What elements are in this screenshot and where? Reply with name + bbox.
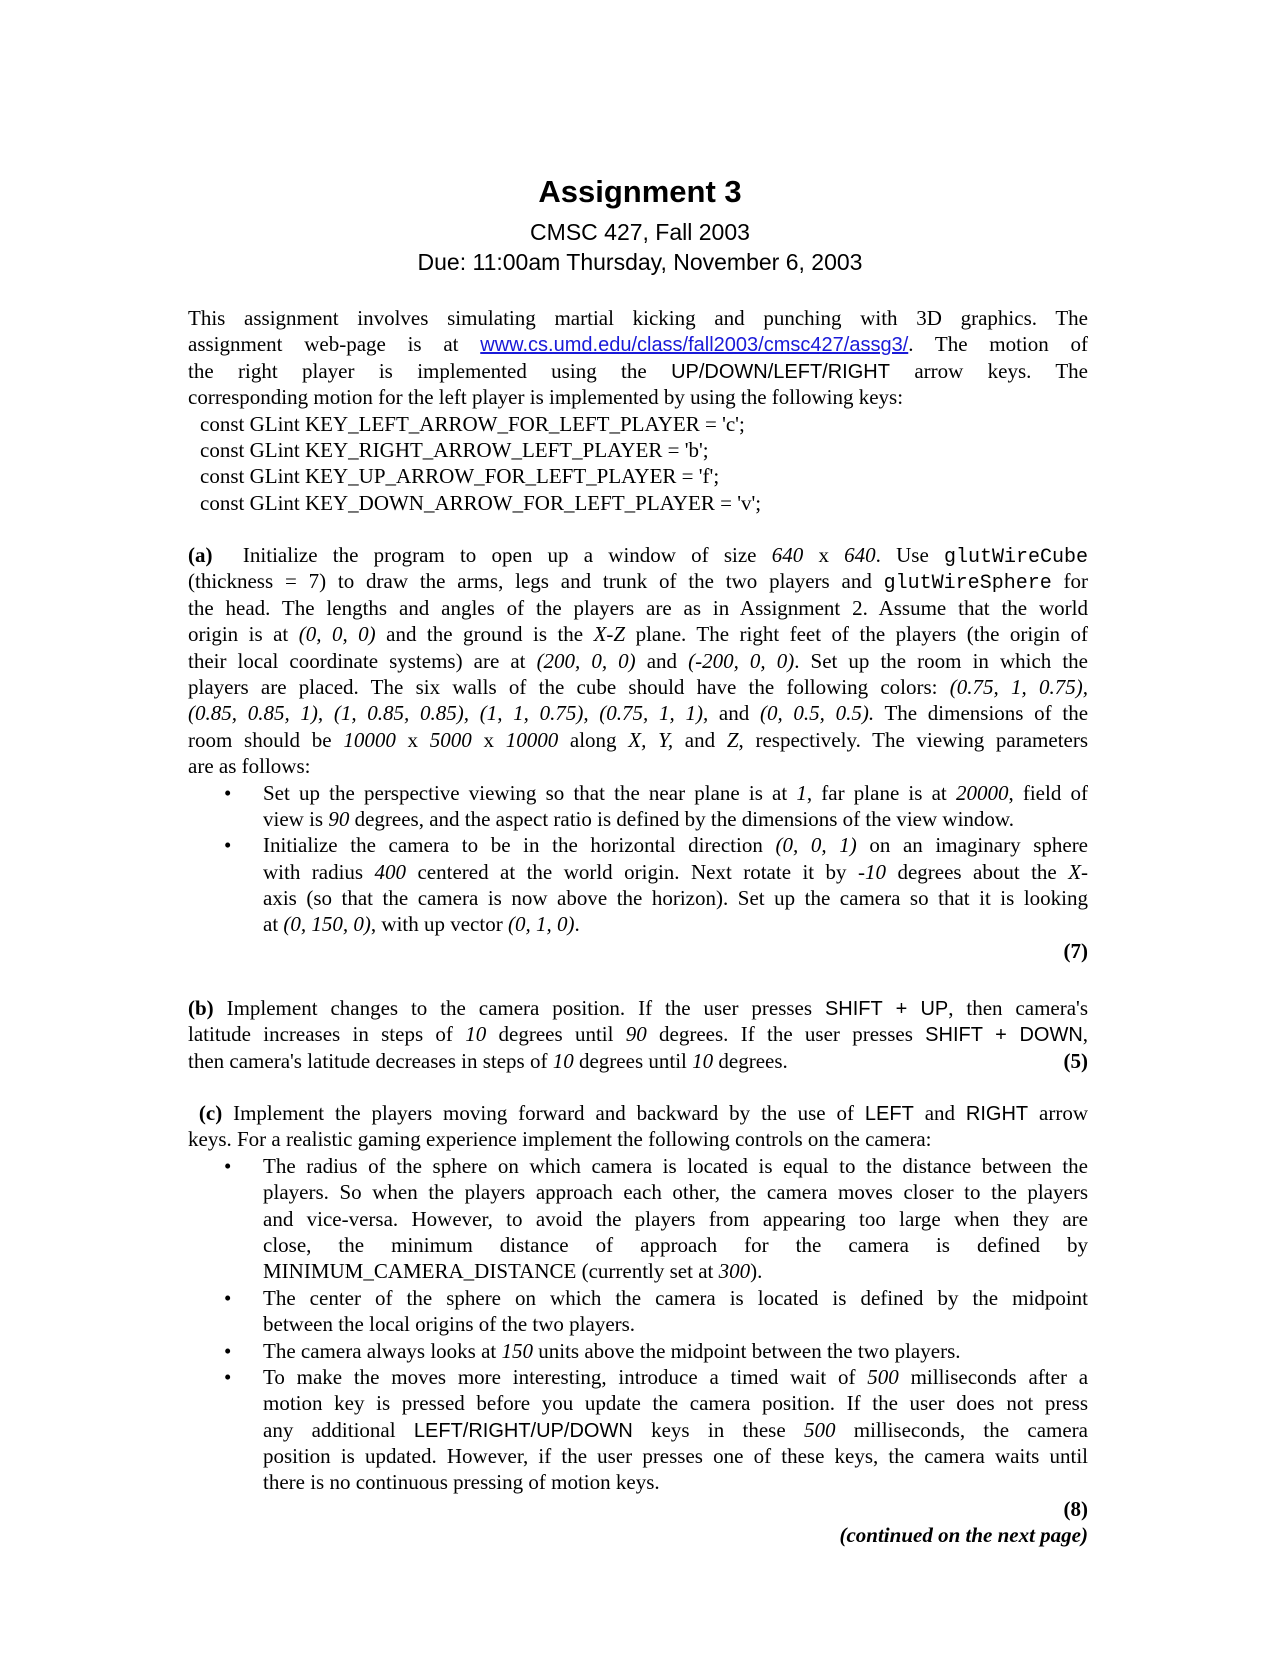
- list-item: • Initialize the camera to be in the horizontal direction (0, 0, 1) on an imaginary sphere with radius 400 centered at the world origin. Next rotate it by -10 degrees about the X- axis (so that the camera is now above the horizon). Set up the camera so that it is looking at (0, 150, 0), with up vector (0, 1, 0).: [224, 833, 1089, 937]
- code-line: const GLint KEY_LEFT_ARROW_FOR_LEFT_PLAYER = 'c';: [200, 411, 745, 436]
- text-line: players are placed. The six walls of the cube should have the following colors: (0.75, 1, 0.75),: [188, 674, 1088, 699]
- text-line: (a) Initialize the program to open up a window of size 640 x 640. Use glutWireCube: [188, 543, 1089, 569]
- bullet-icon: •: [224, 1338, 232, 1363]
- text-line: then camera's latitude decreases in steps of 10 degrees until 10 degrees. (5): [188, 1048, 1088, 1073]
- list-item: • The center of the sphere on which the camera is located is defined by the midpoint between the local origins of the two players.: [224, 1285, 1088, 1337]
- page-title: Assignment 3: [538, 174, 742, 209]
- text-line: are as follows:: [188, 754, 311, 779]
- part-a-section: [188, 542, 1088, 964]
- text-line: (0.85, 0.85, 1), (1, 0.85, 0.85), (1, 1, 0.75), (0.75, 1, 1), and (0, 0.5, 0.5). The dimensions of the: [188, 701, 1089, 726]
- intro-paragraph: [188, 305, 1088, 516]
- text-line: keys. For a realistic gaming experience implement the following controls on the camera:: [188, 1127, 932, 1152]
- continued-note: (continued on the next page): [839, 1523, 1088, 1548]
- part-c-section: [188, 1100, 1088, 1549]
- bullet-icon: •: [224, 1285, 232, 1310]
- list-item: • The radius of the sphere on which camera is located is equal to the distance between the players. So when the players approach each other, the camera moves closer to the players and vice-versa. However, to avoid the players from appearing too large when they are close, the minimum distance of approach for the camera is defined by MINIMUM_CAMERA_DISTANCE (currently set at 300).: [224, 1153, 1088, 1284]
- text-line: assignment web-page is at www.cs.umd.edu/class/fall2003/cmsc427/assg3/. The motion of: [188, 332, 1089, 357]
- text-line: (b) Implement changes to the camera position. If the user presses SHIFT + UP, then camera's: [188, 996, 1088, 1020]
- bullet-icon: •: [224, 1364, 232, 1389]
- list-item: • The camera always looks at 150 units above the midpoint between the two players.: [224, 1338, 961, 1363]
- bullet-icon: •: [224, 833, 232, 858]
- text-line: corresponding motion for the left player is implemented by using the following keys:: [188, 385, 904, 410]
- text-line: their local coordinate systems) are at (200, 0, 0) and (-200, 0, 0). Set up the room in which the: [188, 648, 1088, 673]
- marks-label: (8): [1063, 1496, 1088, 1521]
- text-line: latitude increases in steps of 10 degrees until 90 degrees. If the user presses SHIFT + DOWN,: [188, 1022, 1089, 1047]
- text-line: (c) Implement the players moving forward and backward by the use of LEFT and RIGHT arrow: [198, 1101, 1088, 1125]
- marks-label: (7): [1063, 938, 1088, 963]
- assignment-link[interactable]: www.cs.umd.edu/class/fall2003/cmsc427/assg3/: [480, 334, 909, 357]
- text-line: the right player is implemented using the UP/DOWN/LEFT/RIGHT arrow keys. The: [188, 358, 1089, 383]
- course-line: CMSC 427, Fall 2003: [530, 219, 750, 245]
- marks-label: (5): [1063, 1048, 1088, 1073]
- bullet-icon: •: [224, 780, 232, 805]
- code-line: const GLint KEY_RIGHT_ARROW_LEFT_PLAYER = 'b';: [200, 437, 709, 462]
- code-line: const GLint KEY_DOWN_ARROW_FOR_LEFT_PLAYER = 'v';: [200, 490, 762, 515]
- text-line: the head. The lengths and angles of the players are as in Assignment 2. Assume that the world: [188, 595, 1088, 620]
- text-line: room should be 10000 x 5000 x 10000 along X, Y, and Z, respectively. The viewing parameters: [188, 727, 1089, 752]
- text-line: origin is at (0, 0, 0) and the ground is the X-Z plane. The right feet of the players (the origin of: [188, 622, 1088, 647]
- code-line: const GLint KEY_UP_ARROW_FOR_LEFT_PLAYER = 'f';: [200, 464, 720, 489]
- bullet-icon: •: [224, 1153, 232, 1178]
- due-line: Due: 11:00am Thursday, November 6, 2003: [417, 249, 863, 275]
- text-line: This assignment involves simulating martial kicking and punching with 3D graphics. The: [188, 306, 1088, 330]
- list-item: • To make the moves more interesting, introduce a timed wait of 500 milliseconds after a motion key is pressed before you update the camera position. If the user does not press any additional LEFT/RIGHT/UP/DOWN keys in these 500 milliseconds, the camera position is updated. However, if the user presses one of these keys, the camera waits until there is no continuous pressing of motion keys.: [224, 1364, 1089, 1495]
- part-b-section: [188, 995, 1088, 1074]
- text-line: (thickness = 7) to draw the arms, legs and trunk of the two players and glutWireSphere for: [188, 569, 1089, 596]
- list-item: • Set up the perspective viewing so that the near plane is at 1, far plane is at 20000, field of view is 90 degrees, and the aspect ratio is defined by the dimensions of the view window.: [224, 780, 1089, 831]
